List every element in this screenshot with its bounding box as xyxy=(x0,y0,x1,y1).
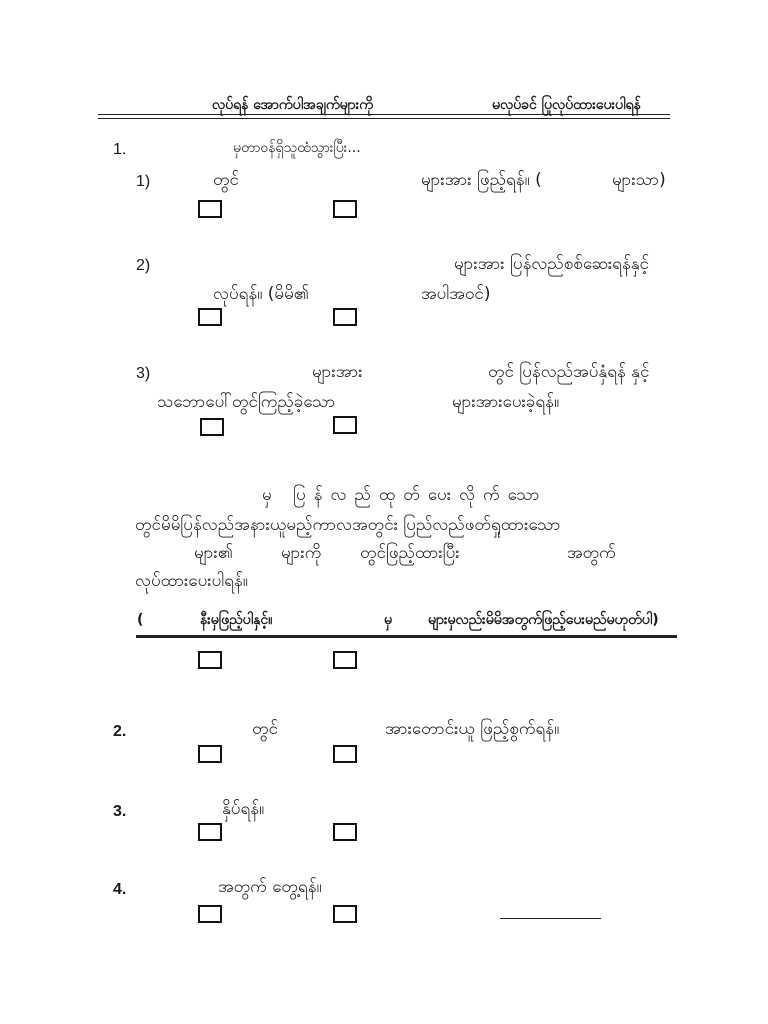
checkbox-2a[interactable] xyxy=(198,745,222,763)
note-text-c: များမှလည်းမိမိအတွက်ဖြည့်ပေးမည်မဟုတ်ပါ) xyxy=(428,612,659,628)
note-rule xyxy=(136,635,677,638)
item-3-text: နှိပ်ရန်။ xyxy=(222,799,265,819)
header-rule-1 xyxy=(98,114,670,115)
checkbox-1-4b[interactable] xyxy=(333,651,357,669)
paragraph-line-3-c: တွင်ဖြည့်ထားပြီး xyxy=(360,543,460,563)
paragraph-line-1: မှ ပြန်လည်ထုတ်ပေးလိုက်သော xyxy=(262,485,548,505)
checkbox-4b[interactable] xyxy=(333,905,357,923)
note-open-paren: ( xyxy=(137,612,144,628)
subitem-1-text-c: များသာ) xyxy=(612,170,666,190)
subitem-3-line1-a: များအား xyxy=(312,362,363,382)
header-left: လုပ်ရန် အောက်ပါအချက်များကို xyxy=(212,97,373,113)
subitem-1-number: 1) xyxy=(136,173,151,190)
item-2-text-b: အားတောင်းယူ ဖြည့်စွက်ရန်။ xyxy=(385,719,560,739)
subitem-3-number: 3) xyxy=(136,365,151,382)
item-2-number: 2. xyxy=(113,723,127,740)
checkbox-1-2b[interactable] xyxy=(333,308,357,326)
checkbox-1-1b[interactable] xyxy=(333,200,357,218)
note-text-b: မှ xyxy=(384,612,392,628)
paragraph-line-2: တွင်မိမိပြန်လည်အနားယူမည့်ကာလအတွင်း ပြည်လည်ဖတ်ရှုထားသော xyxy=(135,515,561,535)
subitem-3-line2-a: သဘောပေါ်တွင်ကြည့်ခဲ့သော xyxy=(157,392,336,412)
checkbox-1-2a[interactable] xyxy=(198,308,222,326)
note-text-a: နီးမှဖြည့်ပါနှင့်။ xyxy=(200,612,273,628)
item-4-text: အတွက် တွေ့ရန်။ xyxy=(218,877,322,897)
subitem-2-number: 2) xyxy=(136,257,151,274)
subitem-2-line1: များအား ပြန်လည်စစ်ဆေးရန်နှင့် xyxy=(454,254,649,274)
checkbox-1-1a[interactable] xyxy=(198,200,222,218)
subitem-1-text-a: တွင် xyxy=(213,170,239,190)
paragraph-line-4: လုပ်ထားပေးပါရန်။ xyxy=(135,571,248,591)
subitem-2-line2-b: အပါအဝင်) xyxy=(421,284,491,304)
checkbox-4a[interactable] xyxy=(198,905,222,923)
signature-line xyxy=(500,918,601,919)
checkbox-3b[interactable] xyxy=(333,823,357,841)
paragraph-line-3-b: များကို xyxy=(281,543,322,563)
checkbox-3a[interactable] xyxy=(198,823,222,841)
subitem-1-text-b: များအား ဖြည့်ရန်။ ( xyxy=(421,170,542,190)
item-1-number: 1. xyxy=(113,141,127,158)
item-2-text-a: တွင် xyxy=(252,719,278,739)
subitem-3-line2-b: များအားပေးခဲ့ရန်။ xyxy=(452,392,560,412)
checkbox-2b[interactable] xyxy=(333,745,357,763)
checkbox-1-4a[interactable] xyxy=(198,651,222,669)
header-rule-2 xyxy=(98,118,670,119)
checkbox-1-3b[interactable] xyxy=(333,416,357,434)
paragraph-line-3-d: အတွက် xyxy=(567,543,616,563)
item-4-number: 4. xyxy=(113,881,127,898)
subitem-3-line1-b: တွင် ပြန်လည်အပ်နှံရန် နှင့် xyxy=(488,362,650,382)
header-right: မလုပ်ခင် ပြုလုပ်ထားပေးပါရန် xyxy=(492,97,641,113)
item-1-intro: မှတာဝန်ရှိသူထံသွားပြီး... xyxy=(233,140,361,156)
item-3-number: 3. xyxy=(113,803,127,820)
subitem-2-line2-a: လုပ်ရန်။ (မိမိ၏ xyxy=(213,284,309,304)
paragraph-line-3-a: များ၏ xyxy=(194,543,233,563)
checkbox-1-3a[interactable] xyxy=(200,418,224,436)
